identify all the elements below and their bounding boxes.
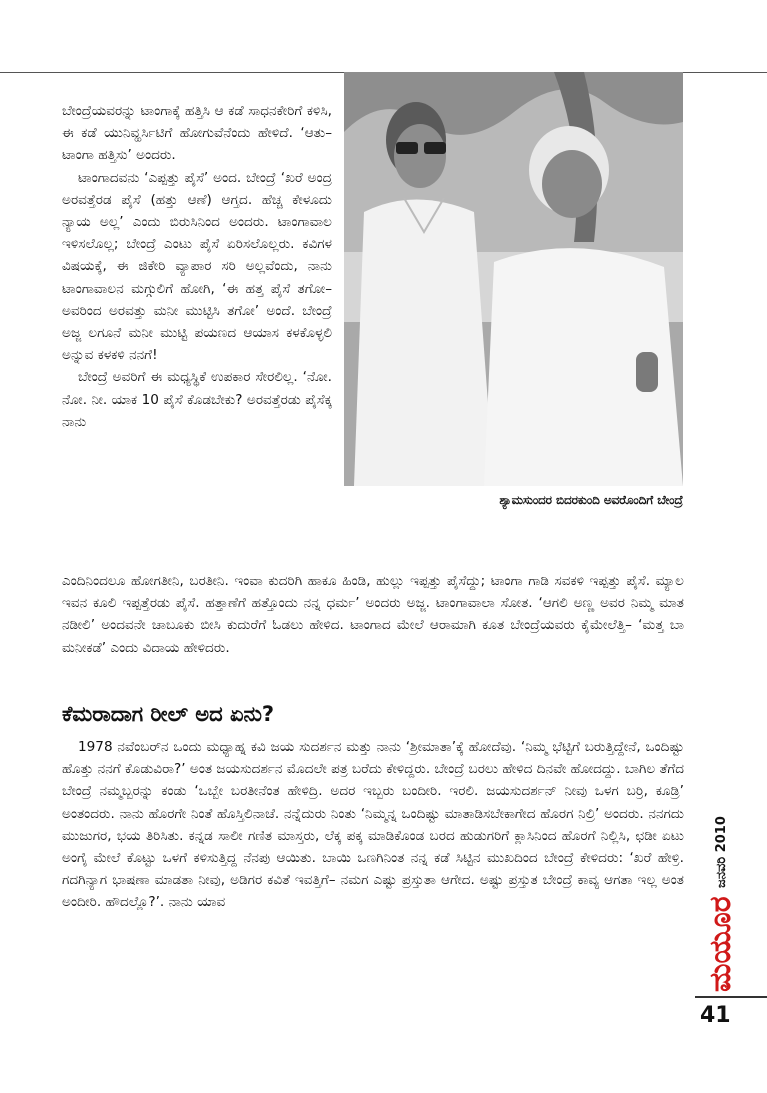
column-paragraph: ಟಾಂಗಾದವನು ‘ಎಪ್ಪತ್ತು ಪೈಸೆ’ ಅಂದ. ಬೇಂದ್ರೆ ‘ಖರೆ ಅಂದ್ರ ಅರವತ್ತೆರಡ ಪೈಸೆ (ಹತ್ತು ಆಣೆ) ಆಗ್ತದ. ಹೆಚ್ಚ ಕೇಳೂದು ನ್ಯಾಯ ಅಲ್ಲ’ ಎಂದು ಬಿರುಸಿನಿಂದ ಅಂದರು. ಟಾಂಗಾವಾಲ ಇಳಿಸಲೊಲ್ಲ; ಬೇಂದ್ರೆ ಎಂಟು ಪೈಸೆ ಏರಿಸಲೊಲ್ಲರು. ಕವಿಗಳ ವಿಷಯಕ್ಕೆ, ಈ ಜಿಕೇರಿ ವ್ಯಾಪಾರ ಸರಿ ಅಲ್ಲವೆಂದು, ನಾನು ಟಾಂಗಾವಾಲನ ಮಗ್ಗುಲಿಗೆ ಹೋಗಿ, ‘ಈ ಹತ್ತ ಪೈಸೆ ತಗೋ– ಅವರಿಂದ ಅರವತ್ತು ಮನೀ ಮುಟ್ಟಿಸಿ ತಗೋ’ ಅಂದೆ. ಬೇಂದ್ರೆ ಅಜ್ಜ ಲಗೂನೆ ಮನೀ ಮುಟ್ಟಿ ಪಯಣದ ಆಯಾಸ ಕಳಕೊಳ್ಳಲಿ ಅನ್ನುವ ಕಳಕಳಿ ನನಗೆ! xyxy=(62,169,332,364)
section-paragraph: 1978 ನವೆಂಬರ್‌ನ ಒಂದು ಮಧ್ಯಾಹ್ನ ಕವಿ ಜಯ ಸುದರ್ಶನ ಮತ್ತು ನಾನು ‘ಶ್ರೀಮಾತಾ’ಕ್ಕೆ ಹೋದೆವು. ‘ನಿಮ್ಮ ಭೆಟ್ಟಿಗೆ ಬರುತ್ತಿದ್ದೇನೆ, ಒಂದಿಷ್ಟು ಹೊತ್ತು ನನಗೆ ಕೊಡುವಿರಾ?’ ಅಂತ ಜಯಸುದರ್ಶನ ಮೊದಲೇ ಪತ್ರ ಬರೆದು ಕೇಳಿದ್ದರು. ಬೇಂದ್ರೆ ಬರಲು ಹೇಳಿದ ದಿನವೇ ಹೋದದ್ದು. ಬಾಗಿಲ ತೆಗೆದ ಬೇಂದ್ರೆ ನಮ್ಮಬ್ಬರನ್ನು ಕಂಡು ‘ಒಬ್ಬೇ ಬರತೀನೆಂತ ಹೇಳಿದ್ರಿ. ಅದರ ಇಬ್ಬರು ಬಂದೀರಿ. ಇರಲಿ. ಜಯಸುದರ್ಶನ್ ನೀವು ಒಳಗ ಬರ್ರಿ, ಕೂಡ್ರಿ’ ಅಂತಂದರು. ನಾನು ಹೊರಗೇ ನಿಂತೆ ಹೊಸ್ತಿಲಿನಾಚೆ. ನನ್ನೆದುರು ನಿಂತು ‘ನಿಮ್ಮನ್ನ ಒಂದಿಷ್ಟು ಮಾತಾಡಿಸಬೇಕಾಗೇದ ಹೊರಗ ನಿಲ್ರಿ’ ಅಂದರು. ನನಗದು ಮುಜುಗರ, ಭಯ ತಿರಿಸಿತು. ಕನ್ನಡ ಸಾಲೀ ಗಣಿತ ಮಾಸ್ತರು, ಲೆಕ್ಕ ಪಕ್ಕ ಮಾಡಿಕೊಂಡ ಬರದ ಹುಡುಗರಿಗೆ ಕ್ಲಾಸಿನಿಂದ ಹೊರಗೆ ನಿಲ್ಲಿಸಿ, ಛಡೀ ಏಟು ಅಂಗೈ ಮೇಲೆ ಕೊಟ್ಟು ಒಳಗೆ ಕಳಿಸುತ್ತಿದ್ದ ನೆನಪು ಆಯಿತು. ಬಾಯಿ ಒಣಗಿನಿಂತ ನನ್ನ ಕಡೆ ಸಿಟ್ಟಿನ ಮುಖದಿಂದ ಬೇಂದ್ರೆ ಕೇಳಿದರು: ‘ಖರೆ ಹೇಳ್ರಿ. ಗದಗಿನ್ಯಾಗ ಭಾಷಣಾ ಮಾಡತಾ ನೀವು, ಅಡಿಗರ ಕವಿತೆ ಇವತ್ತಿಗೆ– ನಮಗ ಎಷ್ಟು ಪ್ರಸ್ತುತಾ ಆಗೇದ. ಅಷ್ಟು ಪ್ರಸ್ತುತ ಬೇಂದ್ರೆ ಕಾವ್ಯ ಆಗತಾ ಇಲ್ಲ ಅಂತ ಅಂದೀರಿ. ಹೌದಲ್ಲೊ?’. ನಾನು ಯಾವ xyxy=(62,739,684,911)
section-body xyxy=(62,736,684,914)
photograph xyxy=(344,72,683,486)
masthead-text: ಮಯೂರ xyxy=(703,896,738,992)
photo-illustration xyxy=(344,72,683,486)
wide-paragraph-block xyxy=(62,570,684,659)
page-number: 41 xyxy=(700,1003,731,1028)
photo-caption: ಶ್ಯಾಮಸುಂದರ ಬಿದರಕುಂದಿ ಅವರೊಂದಿಗೆ ಬೇಂದ್ರೆ xyxy=(499,493,683,507)
issue-date xyxy=(708,778,734,890)
magazine-masthead xyxy=(703,896,741,992)
column-text xyxy=(62,100,332,433)
column-paragraph: ಬೇಂದ್ರೆ ಅವರಿಗೆ ಈ ಮಧ್ಯಸ್ಥಿಕೆ ಉಪಕಾರ ಸೇರಲಿಲ್ಲ. ‘ನೋ. ನೋ. ನೀ. ಯಾಕ 10 ಪೈಸೆ ಕೊಡಬೇಕು? ಅರವತ್ತೆರಡು ಪೈಸೆಕ್ಕ ನಾನು xyxy=(62,369,332,430)
wide-paragraph: ಎಂದಿನಿಂದಲೂ ಹೋಗತೀನಿ, ಬರತೀನಿ. ಇಂವಾ ಕುದರಿಗಿ ಹಾಕೂ ಹಿಂಡಿ, ಹುಲ್ಲು ಇಪ್ಪತ್ತು ಪೈಸೆದ್ದು; ಟಾಂಗಾ ಗಾಡಿ ಸವಕಳಿ ಇಪ್ಪತ್ತು ಪೈಸೆ. ಮ್ಯಾಲ ಇವನ ಕೂಲಿ ಇಪ್ಪತ್ತೆರಡು ಪೈಸೆ. ಹತ್ತಾಣೆಗೆ ಹತ್ತೊಂದು ನನ್ನ ಧರ್ಮ’ ಅಂದರು ಅಜ್ಜ. ಟಾಂಗಾವಾಲಾ ಸೋತ. ‘ಆಗಲಿ ಅಣ್ಣ ಅವರ ನಿಮ್ಮ ಮಾತ ನಡೀಲಿ’ ಅಂದವನೇ ಚಾಬೂಕು ಬೀಸಿ ಕುದುರೆಗೆ ಓಡಲು ಹೇಳಿದ. ಟಾಂಗಾದ ಮೇಲೆ ಆರಾಮಾಗಿ ಕೂತ ಬೇಂದ್ರೆಯವರು ಕೈಮೇಲೆತ್ತಿ– ‘ಮತ್ತ ಬಾ ಮನೀಕಡೆ’ ಎಂದು ವಿದಾಯ ಹೇಳಿದರು. xyxy=(62,573,684,656)
section-heading: ಕೆಮರಾದಾಗ ರೀಲ್ ಅದ ಏನು? xyxy=(62,702,275,726)
issue-date-text: ಜನವರಿ 2010 xyxy=(714,816,729,888)
column-paragraph: ಬೇಂದ್ರೆಯವರನ್ನು ಟಾಂಗಾಕ್ಕೆ ಹತ್ತಿಸಿ ಆ ಕಡೆ ಸಾಧನಕೇರಿಗೆ ಕಳಿಸಿ, ಈ ಕಡೆ ಯುನಿವ್ಹರ್ಸಿಟಿಗೆ ಹೋಗುವೆನೆಂದು ಹೇಳಿದೆ. ‘ಆತು– ಟಾಂಗಾ ಹತ್ತಿಸು’ ಅಂದರು. xyxy=(62,103,332,164)
footer-rule xyxy=(695,996,767,998)
